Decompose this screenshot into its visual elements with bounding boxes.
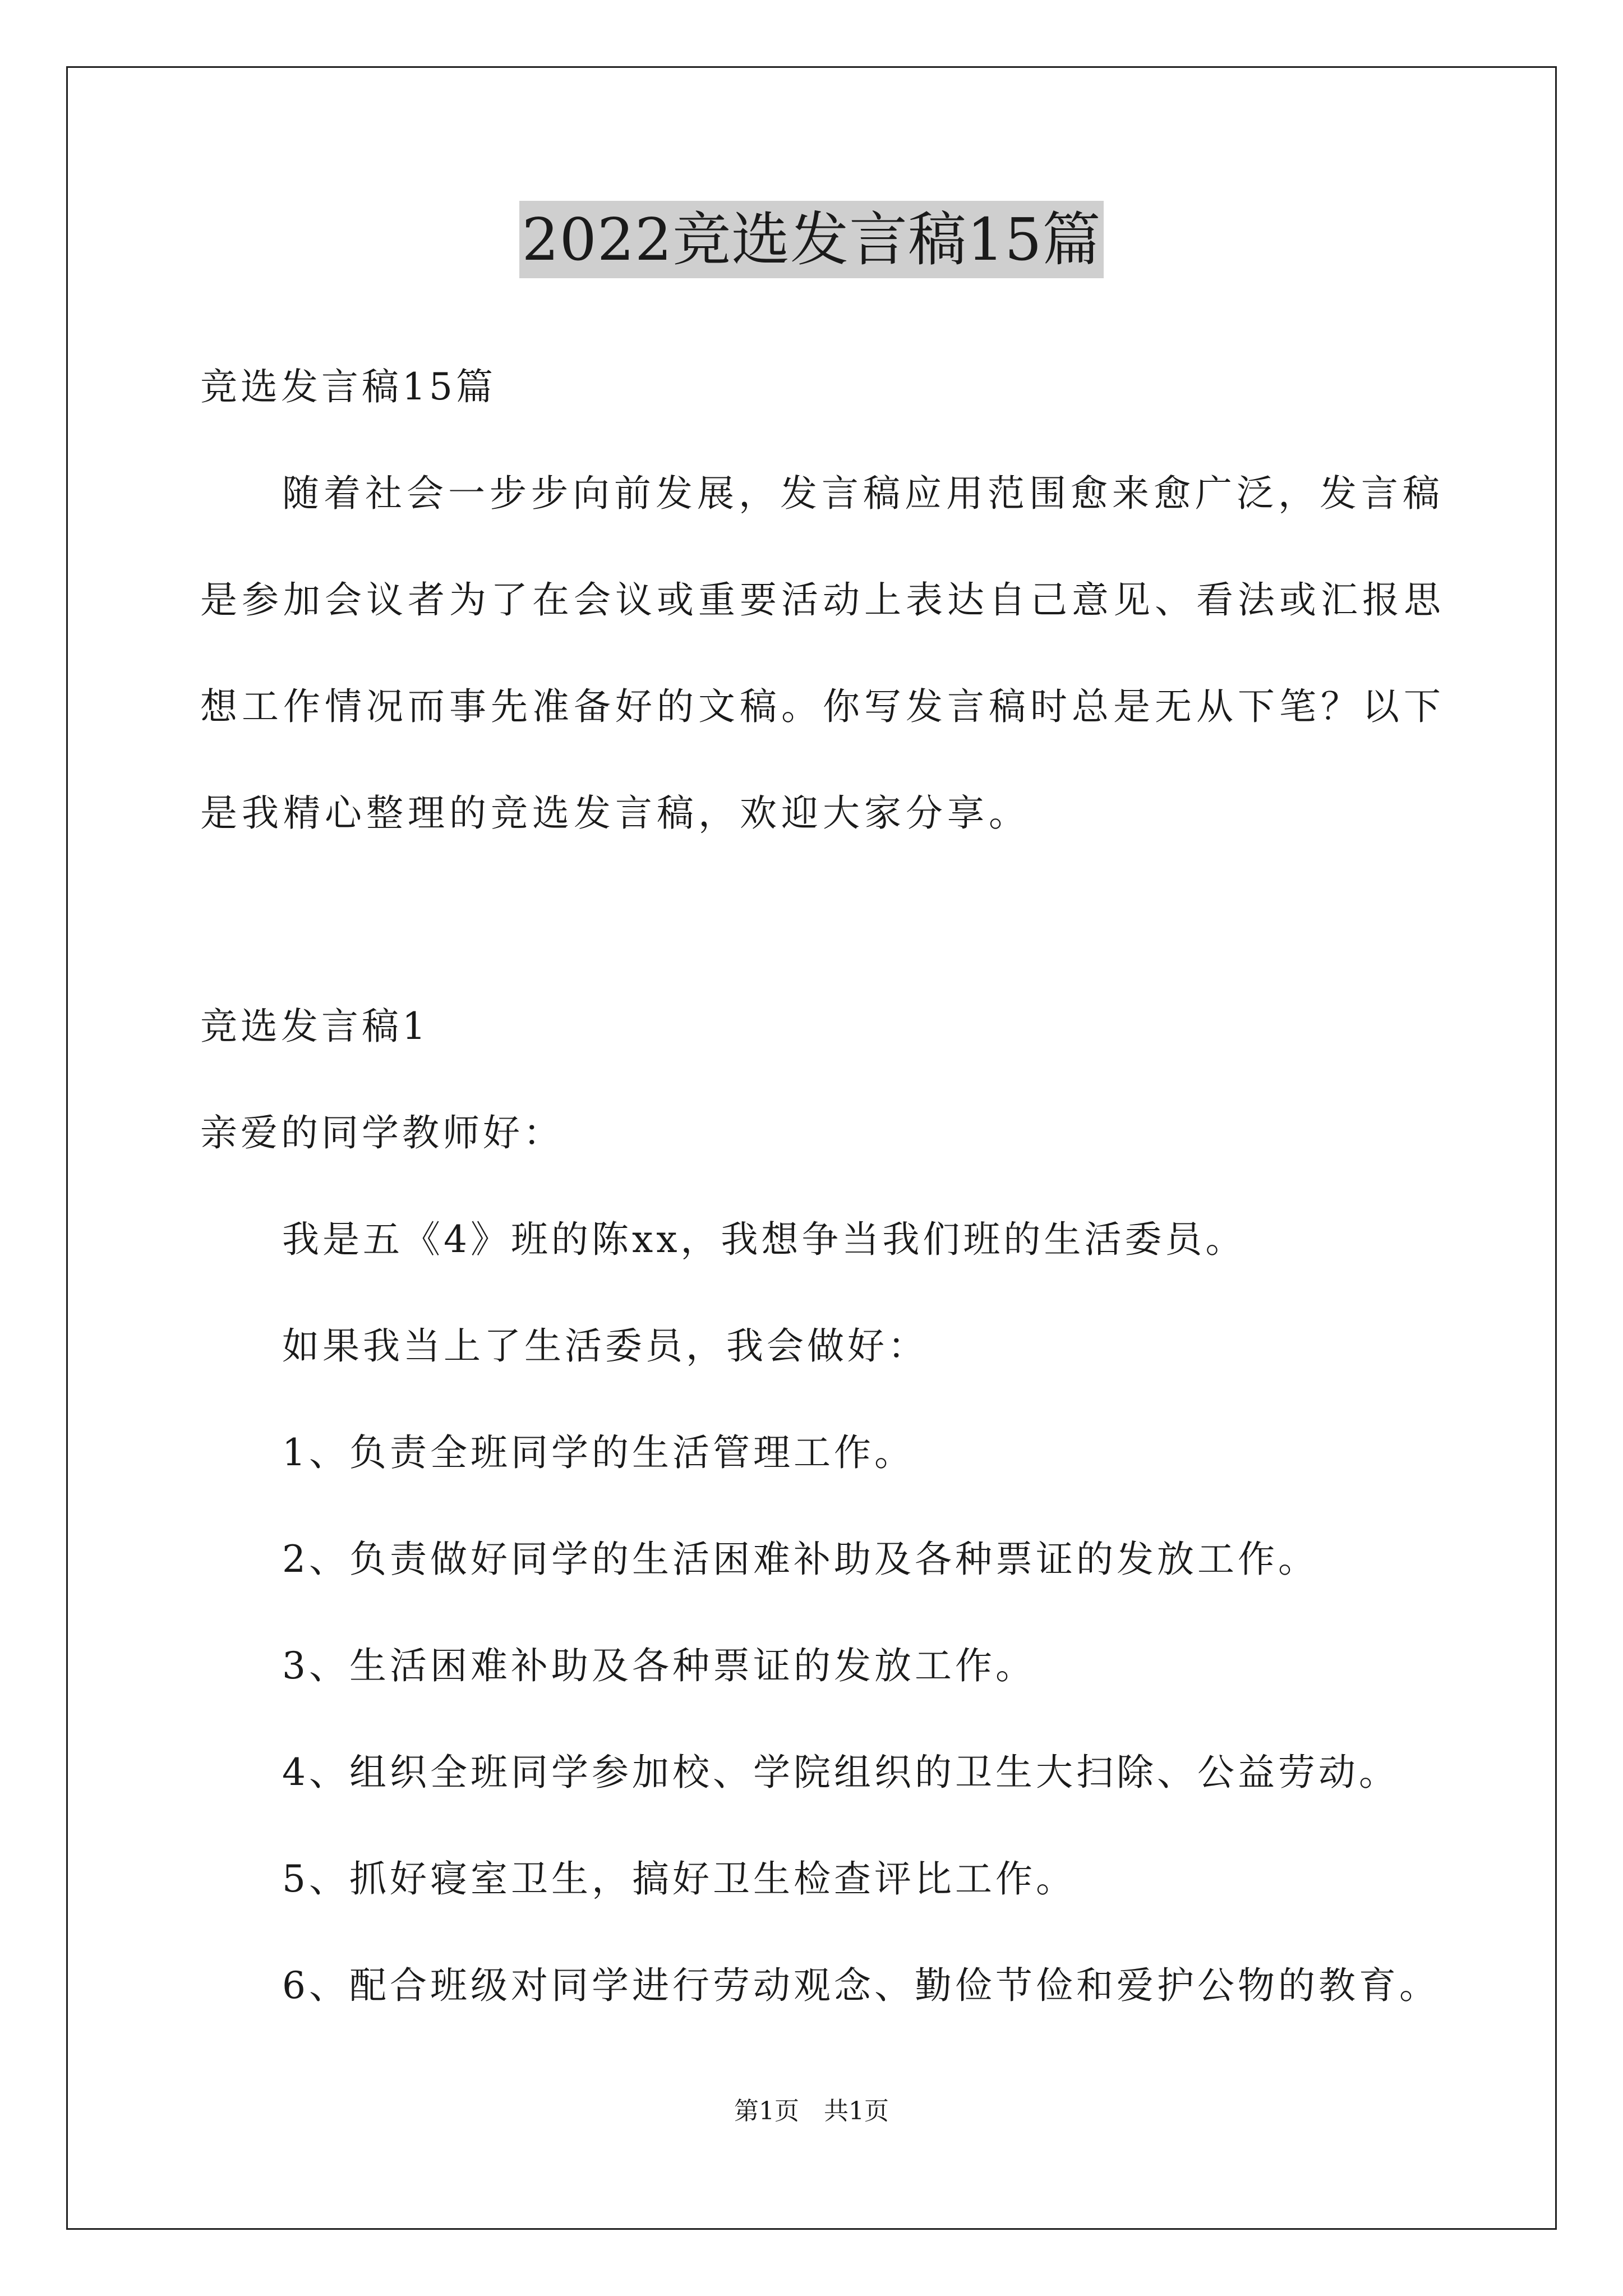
page-number-total: 共1页 bbox=[824, 2097, 889, 2125]
list-item: 2、负责做好同学的生活困难补助及各种票证的发放工作。 bbox=[282, 1538, 1318, 1581]
subtitle: 竞选发言稿15篇 bbox=[200, 365, 496, 408]
title-container bbox=[0, 201, 1623, 278]
paragraph-self-intro: 我是五《4》班的陈xx，我想争当我们班的生活委员。 bbox=[282, 1218, 1246, 1261]
section-heading: 竞选发言稿1 bbox=[200, 1005, 429, 1048]
list-item: 4、组织全班同学参加校、学院组织的卫生大扫除、公益劳动。 bbox=[282, 1751, 1399, 1794]
document-body bbox=[200, 334, 1445, 2039]
document-title: 2022竞选发言稿15篇 bbox=[519, 201, 1103, 278]
paragraph-promise: 如果我当上了生活委员，我会做好： bbox=[282, 1324, 928, 1368]
list-item: 6、配合班级对同学进行劳动观念、勤俭节俭和爱护公物的教育。 bbox=[282, 1964, 1440, 2007]
intro-line-1: 随着社会一步步向前发展，发言稿应用范围愈来愈广泛，发言稿 bbox=[282, 472, 1444, 515]
greeting: 亲爱的同学教师好： bbox=[200, 1111, 564, 1154]
page-number-current: 第1页 bbox=[734, 2097, 799, 2125]
list-item: 5、抓好寝室卫生，搞好卫生检查评比工作。 bbox=[282, 1857, 1076, 1901]
paragraph-gap bbox=[200, 867, 1440, 973]
list-item: 3、生活困难补助及各种票证的发放工作。 bbox=[282, 1644, 1036, 1687]
list-item: 1、负责全班同学的生活管理工作。 bbox=[282, 1431, 915, 1474]
page-footer bbox=[0, 2091, 1623, 2127]
intro-line-4: 是我精心整理的竞选发言稿，欢迎大家分享。 bbox=[200, 792, 1030, 835]
intro-line-2: 是参加会议者为了在会议或重要活动上表达自己意见、看法或汇报思 bbox=[200, 578, 1445, 622]
intro-line-3: 想工作情况而事先准备好的文稿。你写发言稿时总是无从下笔？以下 bbox=[200, 685, 1445, 728]
